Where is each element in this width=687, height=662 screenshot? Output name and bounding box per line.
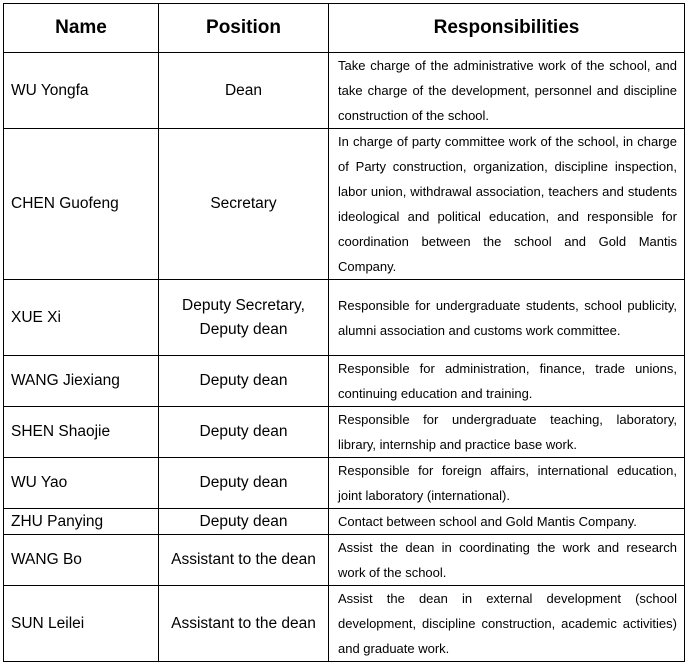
table-row xyxy=(4,407,685,458)
cell-responsibilities: In charge of party committee work of the school, in charge of Party construction, organization, discipline inspection, labor union, withdrawal association, teachers and students ideological and political education, and responsible for coordination between the school and Gold Mantis Company. xyxy=(329,129,685,280)
cell-name: CHEN Guofeng xyxy=(4,129,159,280)
cell-position: Deputy dean xyxy=(159,407,329,458)
cell-position: Deputy dean xyxy=(159,356,329,407)
cell-position: Assistant to the dean xyxy=(159,535,329,586)
cell-responsibilities: Assist the dean in coordinating the work and research work of the school. xyxy=(329,535,685,586)
cell-responsibilities: Responsible for foreign affairs, international education, joint laboratory (international). xyxy=(329,458,685,509)
table-row xyxy=(4,586,685,662)
cell-position: Assistant to the dean xyxy=(159,586,329,662)
cell-responsibilities: Take charge of the administrative work of the school, and take charge of the development, personnel and discipline construction of the school. xyxy=(329,53,685,129)
cell-position: Dean xyxy=(159,53,329,129)
table-row xyxy=(4,53,685,129)
cell-name: XUE Xi xyxy=(4,280,159,356)
cell-responsibilities: Assist the dean in external development (school development, discipline construction, academic activities) and graduate work. xyxy=(329,586,685,662)
table-row xyxy=(4,280,685,356)
cell-responsibilities: Contact between school and Gold Mantis Company. xyxy=(329,509,685,535)
position-text: Deputy Secretary, Deputy dean xyxy=(182,296,305,338)
header-name: Name xyxy=(4,4,159,53)
cell-responsibilities: Responsible for undergraduate students, school publicity, alumni association and customs work committee. xyxy=(329,280,685,356)
cell-name: WANG Bo xyxy=(4,535,159,586)
cell-position xyxy=(159,280,329,356)
header-position: Position xyxy=(159,4,329,53)
cell-position: Deputy dean xyxy=(159,509,329,535)
leadership-table-container xyxy=(3,3,685,662)
table-row xyxy=(4,458,685,509)
cell-name: SUN Leilei xyxy=(4,586,159,662)
cell-position: Secretary xyxy=(159,129,329,280)
table-row xyxy=(4,509,685,535)
cell-responsibilities: Responsible for undergraduate teaching, laboratory, library, internship and practice base work. xyxy=(329,407,685,458)
cell-responsibilities: Responsible for administration, finance, trade unions, continuing education and training. xyxy=(329,356,685,407)
cell-name: ZHU Panying xyxy=(4,509,159,535)
leadership-table xyxy=(3,3,685,662)
cell-name: WU Yongfa xyxy=(4,53,159,129)
cell-name: WANG Jiexiang xyxy=(4,356,159,407)
header-responsibilities: Responsibilities xyxy=(329,4,685,53)
table-row xyxy=(4,356,685,407)
table-row xyxy=(4,129,685,280)
cell-name: WU Yao xyxy=(4,458,159,509)
cell-position: Deputy dean xyxy=(159,458,329,509)
table-header-row xyxy=(4,4,685,53)
cell-name: SHEN Shaojie xyxy=(4,407,159,458)
table-row xyxy=(4,535,685,586)
